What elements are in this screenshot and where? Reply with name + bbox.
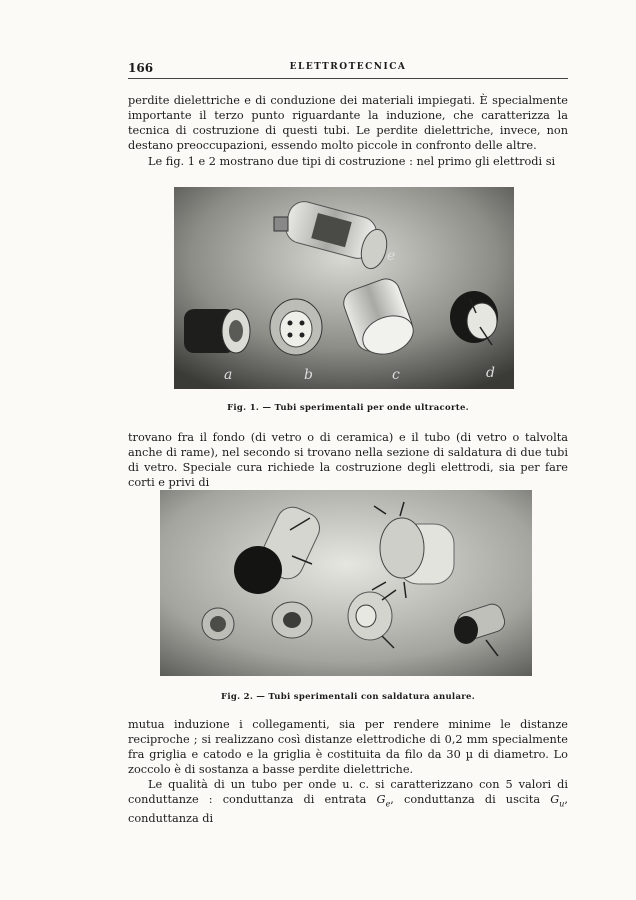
figure-1-photo: [174, 187, 514, 389]
tube-b: [270, 299, 322, 355]
running-title: ELETTROTECNICA: [289, 62, 407, 72]
figure-1-label-e: e: [387, 248, 396, 264]
symbol-g-uscita-letter: G: [550, 792, 560, 806]
symbol-g-uscita: [550, 792, 565, 809]
figure-2-caption-text: — Tubi sperimentali con saldatura anulare.: [256, 692, 476, 702]
figure-1-caption: [128, 403, 568, 413]
page-header: [128, 58, 568, 79]
paragraph-5-end: , conduttanza di: [128, 792, 568, 826]
figure-2-caption: [128, 692, 568, 702]
symbol-g-entrata-subscript: e: [385, 799, 391, 809]
page-number: 166: [128, 61, 154, 75]
symbol-g-uscita-subscript: u: [559, 799, 565, 809]
figure-2-photo: [160, 490, 532, 676]
symbol-g-entrata-letter: G: [376, 792, 386, 806]
symbol-g-entrata: [376, 792, 391, 809]
paragraph-2: Le fig. 1 e 2 mostrano due tipi di costruzione : nel primo gli elettrodi si: [148, 155, 556, 168]
paragraph-5: [128, 778, 568, 827]
tube-small-1: [202, 608, 234, 640]
paragraph-1: perdite dielettriche e di conduzione dei materiali impiegati. È specialmente importante il terzo punto riguardante la induzione, che caratterizza la tecnica di costruzione di questi tubi. Le perdite dielettriche, invece, non destano preoccupazioni, essendo molto piccole in confronto delle altre.: [128, 94, 568, 152]
figure-1-caption-text: — Tubi sperimentali per onde ultracorte.: [262, 403, 469, 413]
figure-1-label-a: a: [224, 367, 233, 383]
figure-1-label-b: b: [304, 367, 313, 383]
paragraph-3: trovano fra il fondo (di vetro o di ceramica) e il tubo (di vetro o talvolta anche di rame), nel secondo si trovano nella sezione di saldatura di due tubi di vetro. Speciale cura richiede la costruzione degli elettrodi, sia per fare corti e privi di: [128, 431, 568, 489]
figure-1-illustration: [174, 187, 514, 389]
paragraph-5-start: Le qualità di un tubo per onde u. c. si caratterizzano con 5 valori di conduttanze : conduttanza di entrata: [128, 778, 568, 806]
paragraph-5-mid: , conduttanza di uscita: [390, 792, 551, 806]
figure-2-illustration: [160, 490, 532, 676]
figure-1-label-d: d: [486, 365, 495, 381]
tube-a: [184, 309, 250, 353]
figure-1-number: Fig. 1.: [227, 403, 260, 413]
tube-small-2: [272, 602, 312, 638]
figure-1-label-c: c: [392, 367, 400, 383]
paragraph-4: mutua induzione i collegamenti, sia per rendere minime le distanze reciproche ; si realizzano così distanze elettrodiche di 0,2 mm specialmente fra griglia e catodo e la griglia è costituita da filo da 30 µ di diametro. Lo zoccolo è di sostanza a basse perdite dielettriche.: [128, 718, 568, 776]
figure-2-number: Fig. 2.: [220, 692, 254, 702]
